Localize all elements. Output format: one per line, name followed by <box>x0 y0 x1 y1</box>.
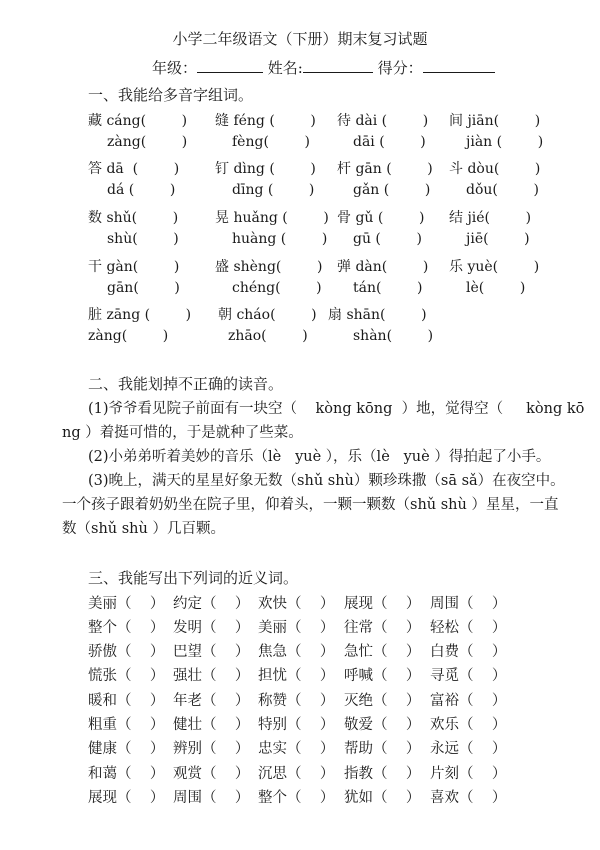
polyphone-item[interactable]: huàng ( ) <box>232 231 328 247</box>
synonym-item[interactable]: 称赞（ ） <box>258 693 335 709</box>
synonym-row <box>0 664 600 686</box>
polyphone-item[interactable]: 弹 dàn( ) <box>337 259 429 275</box>
synonym-row <box>0 640 600 662</box>
synonym-item[interactable]: 白费（ ） <box>430 644 507 660</box>
synonym-item[interactable]: 轻松（ ） <box>430 620 507 636</box>
synonym-item[interactable]: 焦急（ ） <box>258 644 335 660</box>
polyphone-item[interactable]: 骨 gǔ ( ) <box>337 210 425 226</box>
polyphone-item[interactable]: 扇 shān( ) <box>328 307 427 323</box>
section3-heading: 三、我能写出下列词的近义词。 <box>88 569 299 587</box>
synonym-item[interactable]: 约定（ ） <box>173 596 250 612</box>
synonym-item[interactable]: 寻觅（ ） <box>430 668 507 684</box>
synonym-item[interactable]: 敬爱（ ） <box>344 717 421 733</box>
synonym-row <box>0 737 600 759</box>
polyphone-item[interactable]: dá ( ) <box>107 182 176 198</box>
polyphone-item[interactable]: gǎn ( ) <box>353 182 431 198</box>
polyphone-item[interactable]: 藏 cáng( ) <box>88 113 188 129</box>
polyphone-item[interactable]: 晃 huǎng ( ) <box>215 210 329 226</box>
synonym-item[interactable]: 周围（ ） <box>430 596 507 612</box>
polyphone-item[interactable]: chéng( ) <box>232 280 322 296</box>
polyphone-item[interactable]: 朝 cháo( ) <box>218 307 317 323</box>
polyphone-item[interactable]: 斗 dòu( ) <box>449 161 541 177</box>
polyphone-row <box>0 182 600 204</box>
polyphone-item[interactable]: fèng( ) <box>232 134 310 150</box>
name-label: 姓名: <box>267 59 303 77</box>
polyphone-item[interactable]: 干 gàn( ) <box>88 259 180 275</box>
polyphone-item[interactable]: dǒu( ) <box>466 182 539 198</box>
synonym-item[interactable]: 展现（ ） <box>88 790 165 806</box>
polyphone-item[interactable]: shù( ) <box>107 231 179 247</box>
synonym-item[interactable]: 沉思（ ） <box>258 766 335 782</box>
polyphone-item[interactable]: 数 shǔ( ) <box>88 210 179 226</box>
synonym-row <box>0 592 600 614</box>
polyphone-item[interactable]: 盛 shèng( ) <box>215 259 323 275</box>
grade-field[interactable] <box>197 58 263 73</box>
synonym-item[interactable]: 整个（ ） <box>258 790 335 806</box>
synonym-item[interactable]: 忠实（ ） <box>258 741 335 757</box>
polyphone-item[interactable]: 钉 dìng ( ) <box>215 161 316 177</box>
synonym-row <box>0 786 600 808</box>
polyphone-item[interactable]: gān( ) <box>107 280 180 296</box>
synonym-item[interactable]: 年老（ ） <box>173 693 250 709</box>
synonym-item[interactable]: 和蔼（ ） <box>88 766 165 782</box>
polyphone-row <box>0 256 600 278</box>
polyphone-item[interactable]: 脏 zāng ( ) <box>88 307 192 323</box>
polyphone-item[interactable]: 缝 féng ( ) <box>215 113 316 129</box>
polyphone-item[interactable]: 结 jié( ) <box>449 210 532 226</box>
polyphone-row <box>0 304 600 326</box>
synonym-item[interactable]: 特别（ ） <box>258 717 335 733</box>
synonym-item[interactable]: 美丽（ ） <box>258 620 335 636</box>
polyphone-item[interactable]: dīng ( ) <box>232 182 315 198</box>
synonym-item[interactable]: 永远（ ） <box>430 741 507 757</box>
synonym-item[interactable]: 富裕（ ） <box>430 693 507 709</box>
polyphone-item[interactable]: 间 jiān( ) <box>449 113 541 129</box>
polyphone-item[interactable]: zàng( ) <box>107 134 188 150</box>
synonym-row <box>0 616 600 638</box>
section2-line: 数（shǔ shù ）几百颗。 <box>62 521 225 537</box>
synonym-item[interactable]: 担忧（ ） <box>258 668 335 684</box>
polyphone-item[interactable]: 答 dā ( ) <box>88 161 180 177</box>
section2-line: (2)小弟弟听着美妙的音乐（lè yuè ），乐（lè yuè ）得拍起了小手。 <box>88 449 551 465</box>
polyphone-item[interactable]: 杆 gān ( ) <box>337 161 433 177</box>
synonym-row <box>0 689 600 711</box>
synonym-row <box>0 713 600 735</box>
synonym-item[interactable]: 喜欢（ ） <box>430 790 507 806</box>
page-title: 小学二年级语文（下册）期末复习试题 <box>172 30 428 48</box>
synonym-item[interactable]: 健康（ ） <box>88 741 165 757</box>
score-label: 得分： <box>377 59 423 77</box>
polyphone-item[interactable]: 乐 yuè( ) <box>449 259 540 275</box>
section2-line: 一个孩子跟着奶奶坐在院子里，仰着头，一颗一颗数（shǔ shù ）星星，一直 <box>62 497 559 513</box>
synonym-item[interactable]: 辨别（ ） <box>173 741 250 757</box>
polyphone-item[interactable]: 待 dài ( ) <box>337 113 429 129</box>
polyphone-item[interactable]: zhāo( ) <box>228 328 308 344</box>
grade-label: 年级： <box>152 59 198 77</box>
score-field[interactable] <box>423 58 495 73</box>
polyphone-item[interactable]: jiē( ) <box>466 231 530 247</box>
synonym-row <box>0 762 600 784</box>
synonym-item[interactable]: 美丽（ ） <box>88 596 165 612</box>
synonym-item[interactable]: 慌张（ ） <box>88 668 165 684</box>
synonym-item[interactable]: 健壮（ ） <box>173 717 250 733</box>
synonym-item[interactable]: 欢乐（ ） <box>430 717 507 733</box>
synonym-item[interactable]: 整个（ ） <box>88 620 165 636</box>
polyphone-row <box>0 134 600 156</box>
polyphone-item[interactable]: jiàn ( ) <box>466 134 544 150</box>
synonym-item[interactable]: 帮助（ ） <box>344 741 421 757</box>
polyphone-row <box>0 328 600 350</box>
polyphone-item[interactable]: lè( ) <box>466 280 526 296</box>
synonym-item[interactable]: 欢快（ ） <box>258 596 335 612</box>
synonym-item[interactable]: 强壮（ ） <box>173 668 250 684</box>
polyphone-item[interactable]: zàng( ) <box>88 328 169 344</box>
polyphone-row <box>0 158 600 180</box>
polyphone-item[interactable]: gū ( ) <box>353 231 422 247</box>
section1-heading: 一、我能给多音字组词。 <box>88 86 254 104</box>
section2-line: ng ）着挺可惜的，于是就种了些菜。 <box>62 425 303 441</box>
section2-line: (1)爷爷看见院子前面有一块空（ kòng kōng ）地，觉得空（ kòng kō <box>88 401 585 417</box>
polyphone-row <box>0 207 600 229</box>
synonym-item[interactable]: 巴望（ ） <box>173 644 250 660</box>
polyphone-row <box>0 280 600 302</box>
synonym-item[interactable]: 犹如（ ） <box>344 790 421 806</box>
synonym-item[interactable]: 往常（ ） <box>344 620 421 636</box>
synonym-item[interactable]: 粗重（ ） <box>88 717 165 733</box>
synonym-item[interactable]: 发明（ ） <box>173 620 250 636</box>
student-info-line <box>152 57 495 78</box>
polyphone-row <box>0 231 600 253</box>
section2-line: (3)晚上，满天的星星好象无数（shǔ shù）颗珍珠撒（sā sǎ）在夜空中。 <box>88 473 565 489</box>
synonym-item[interactable]: 片刻（ ） <box>430 766 507 782</box>
synonym-item[interactable]: 暖和（ ） <box>88 693 165 709</box>
polyphone-item[interactable]: dāi ( ) <box>353 134 426 150</box>
synonym-item[interactable]: 展现（ ） <box>344 596 421 612</box>
synonym-item[interactable]: 观赏（ ） <box>173 766 250 782</box>
polyphone-row <box>0 110 600 132</box>
name-field[interactable] <box>303 58 373 73</box>
polyphone-item[interactable]: tán( ) <box>353 280 423 296</box>
synonym-item[interactable]: 呼喊（ ） <box>344 668 421 684</box>
synonym-item[interactable]: 灭绝（ ） <box>344 693 421 709</box>
synonym-item[interactable]: 周围（ ） <box>173 790 250 806</box>
section2-heading: 二、我能划掉不正确的读音。 <box>88 375 284 393</box>
synonym-item[interactable]: 急忙（ ） <box>344 644 421 660</box>
synonym-item[interactable]: 骄傲（ ） <box>88 644 165 660</box>
polyphone-item[interactable]: shàn( ) <box>353 328 434 344</box>
synonym-item[interactable]: 指教（ ） <box>344 766 421 782</box>
